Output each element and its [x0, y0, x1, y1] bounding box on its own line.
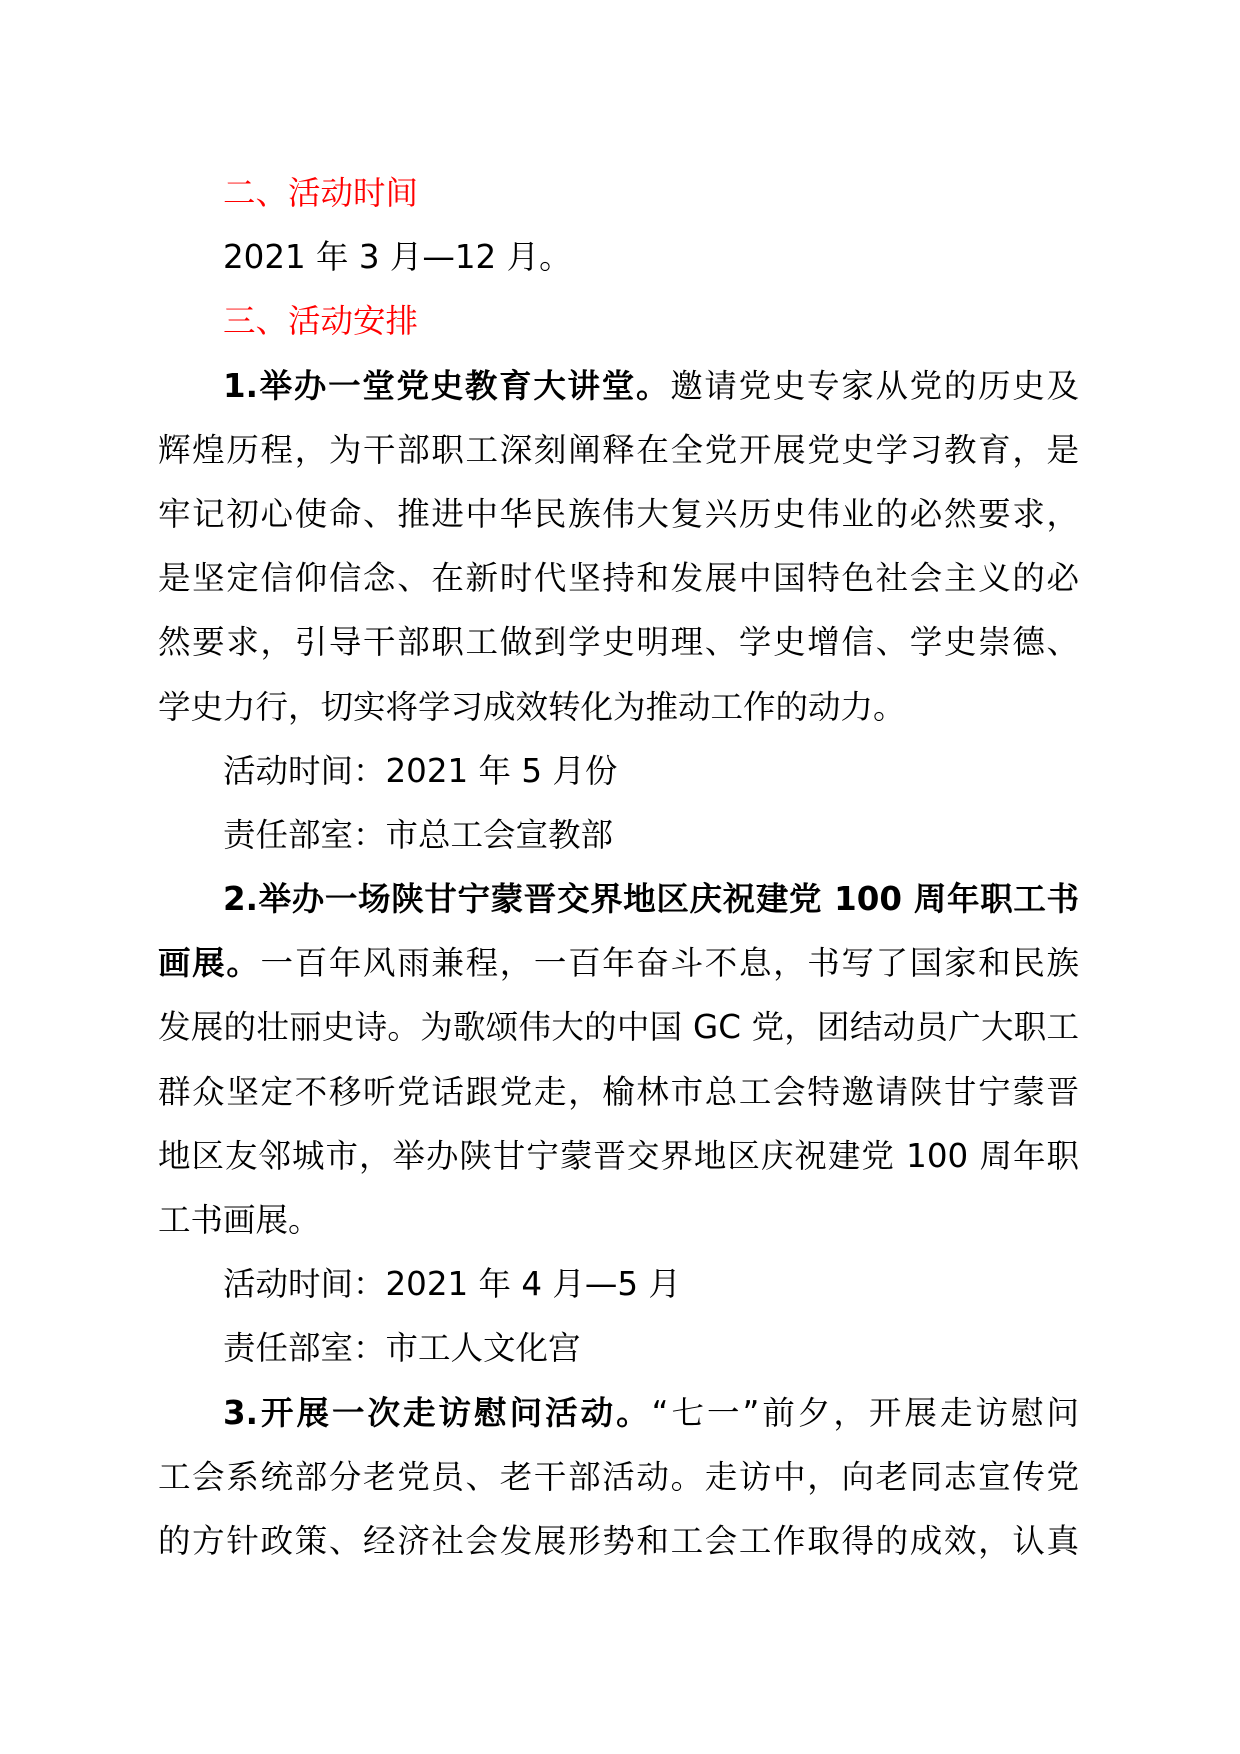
- item-department: 责任部室：市总工会宣教部: [223, 815, 614, 854]
- paragraph-line: 学史力行，切实将学习成效转化为推动工作的动力。: [158, 687, 906, 726]
- item-activity-time: 活动时间：2021 年 5 月份: [223, 751, 618, 790]
- item-title: 画展。: [158, 944, 261, 983]
- item-activity-time: 活动时间：2021 年 4 月—5 月: [223, 1265, 681, 1304]
- paragraph-line: 群众坚定不移听党话跟党走，榆林市总工会特邀请陕甘宁蒙晋: [158, 1072, 1079, 1111]
- paragraph-line: 牢记初心使命、推进中华民族伟大复兴历史伟业的必然要求，: [158, 494, 1079, 533]
- paragraph-line: 的方针政策、经济社会发展形势和工会工作取得的成效，认真: [158, 1521, 1079, 1560]
- paragraph-line: 工会系统部分老党员、老干部活动。走访中，向老同志宣传党: [158, 1457, 1079, 1496]
- item-title: 2.举办一场陕甘宁蒙晋交界地区庆祝建党 100 周年职工书: [223, 880, 1079, 919]
- paragraph-line: [158, 867, 1079, 931]
- arrangement-item-1: [158, 354, 1079, 868]
- paragraph-line: 是坚定信仰信念、在新时代坚持和发展中国特色社会主义的必: [158, 559, 1079, 598]
- section-heading-activity-time: 二、活动时间: [223, 174, 419, 212]
- activity-period: 2021 年 3 月—12 月。: [223, 238, 572, 277]
- paragraph-line: [158, 931, 1079, 995]
- section-heading-activity-arrangement: 三、活动安排: [223, 302, 419, 341]
- paragraph-line: 发展的壮丽史诗。为歌颂伟大的中国 GC 党，团结动员广大职工: [158, 1008, 1079, 1047]
- arrangement-item-2: [158, 867, 1079, 1381]
- arrangement-item-3: [158, 1381, 1079, 1574]
- paragraph-line: 地区友邻城市，举办陕甘宁蒙晋交界地区庆祝建党 100 周年职: [158, 1136, 1079, 1175]
- paragraph-line: 工书画展。: [158, 1201, 321, 1239]
- paragraph-line: 辉煌历程，为干部职工深刻阐释在全党开展党史学习教育，是: [158, 430, 1079, 469]
- item-department: 责任部室：市工人文化宫: [223, 1329, 581, 1368]
- document-body: [158, 161, 1079, 1573]
- item-title: 1.举办一堂党史教育大讲堂。: [223, 366, 671, 405]
- paragraph-line: [158, 354, 1079, 418]
- paragraph-line: [158, 1381, 1079, 1445]
- paragraph-line: 然要求，引导干部职工做到学史明理、学史增信、学史崇德、: [158, 623, 1079, 662]
- item-title: 3.开展一次走访慰问活动。: [223, 1393, 652, 1432]
- item-text: 邀请党史专家从党的历史及: [670, 366, 1079, 405]
- item-text: 一百年风雨兼程，一百年奋斗不息，书写了国家和民族: [260, 944, 1079, 983]
- item-text: “七一”前夕，开展走访慰问: [651, 1393, 1079, 1432]
